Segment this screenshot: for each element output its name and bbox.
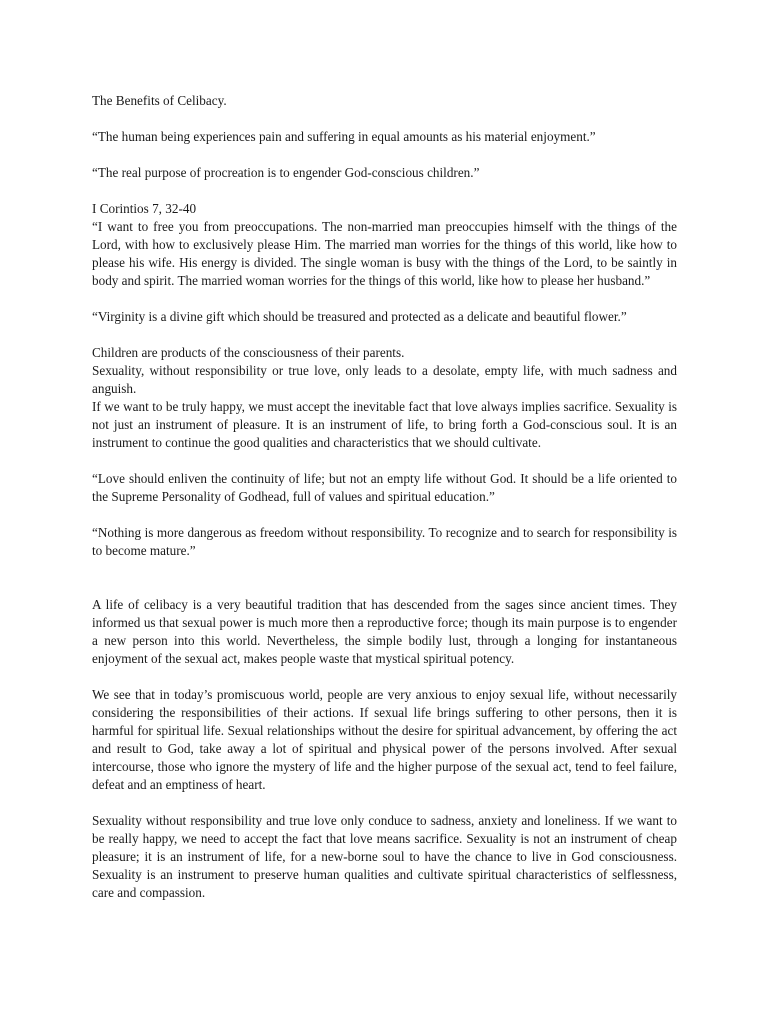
line-sexuality-responsibility: Sexuality, without responsibility or true love, only leads to a desolate, empty life, with much sadness and anguish. (92, 363, 677, 396)
paragraph-promiscuous-world: We see that in today’s promiscuous world, people are very anxious to enjoy sexual life, without necessarily considering the responsibilities of their actions. If sexual life brings suffering to other persons, then it is harmful for spiritual life. Sexual relationships without the desire for spiritual advancement, by offering the act and result to God, take away a lot of spiritual and physical power of the persons involved. After sexual intercourse, those who ignore the mystery of life and the higher purpose of the sexual act, tend to feel failure, defeat and an emptiness of heart. (92, 687, 677, 792)
quote-procreation: “The real purpose of procreation is to engender God-conscious children.” (92, 165, 480, 180)
line-children-consciousness: Children are products of the consciousness of their parents. (92, 345, 405, 360)
quote-pain-suffering: “The human being experiences pain and suffering in equal amounts as his material enjoyment.” (92, 129, 596, 144)
paragraph-truly-happy: If we want to be truly happy, we must accept the inevitable fact that love always implies sacrifice. Sexuality is not just an instrument of pleasure. It is an instrument of life, to bring forth a God-conscious soul. It is an instrument to continue the good qualities and characteristics that we should cultivate. (92, 399, 677, 450)
children-block (92, 344, 677, 452)
quote-virginity: “Virginity is a divine gift which should be treasured and protected as a delicate and beautiful flower.” (92, 309, 627, 324)
paragraph-sexuality-conclusion: Sexuality without responsibility and true love only conduce to sadness, anxiety and loneliness. If we want to be really happy, we need to accept the fact that love means sacrifice. Sexuality is not an instrument of cheap pleasure; it is an instrument of life, for a new-borne soul to have the chance to live in God consciousness. Sexuality is an instrument to preserve human qualities and cultivate spiritual characteristics of selflessness, care and compassion. (92, 813, 677, 900)
quote-love-enliven: “Love should enliven the continuity of life; but not an empty life without God. It should be a life oriented to the Supreme Personality of Godhead, full of values and spiritual education.” (92, 471, 677, 504)
quote-corinthians: “I want to free you from preoccupations. The non-married man preoccupies himself with the things of the Lord, with how to exclusively please Him. The married man worries for the things of this world, like how to please his wife. His energy is divided. The single woman is busy with the things of the Lord, to be saintly in body and spirit. The married woman worries for the things of this world, like how to please her husband.” (92, 219, 677, 288)
scripture-reference: I Corintios 7, 32-40 (92, 201, 197, 216)
document-title: The Benefits of Celibacy. (92, 93, 227, 108)
corinthians-block (92, 200, 677, 290)
quote-freedom-responsibility: “Nothing is more dangerous as freedom without responsibility. To recognize and to search for responsibility is to become mature.” (92, 525, 677, 558)
section-spacer (92, 578, 677, 596)
document-page (92, 92, 677, 920)
paragraph-life-of-celibacy: A life of celibacy is a very beautiful tradition that has descended from the sages since ancient times. They informed us that sexual power is much more then a reproductive force; though its main purpose is to engender a new person into this world. Nevertheless, the simple bodily lust, through a longing for instantaneous enjoyment of the sexual act, makes people waste that mystical spiritual potency. (92, 597, 677, 666)
